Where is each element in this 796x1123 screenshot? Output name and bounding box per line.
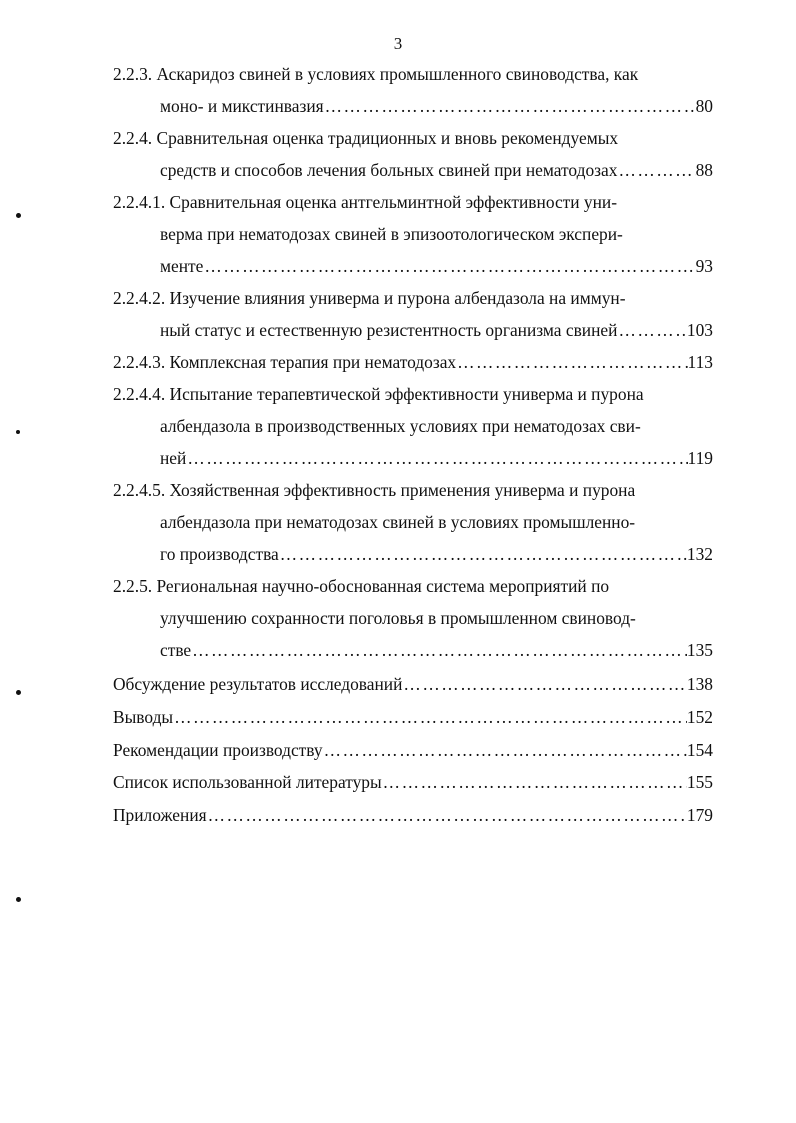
page-number: 3 xyxy=(393,34,403,53)
toc-entry-text: 2.2.4.5. Хозяйственная эффективность применения универма и пурона xyxy=(113,480,636,500)
dot-leader xyxy=(382,768,687,796)
toc-entry-title-line xyxy=(160,220,713,248)
toc-entry-text: 2.2.4. Сравнительная оценка традиционных и вновь рекомендуемых xyxy=(113,128,619,148)
toc-entry-text: Список использованной литературы xyxy=(113,772,382,792)
toc-entry-text: Приложения xyxy=(113,805,207,825)
toc-entry-text: 2.2.4.4. Испытание терапевтической эффективности универма и пурона xyxy=(113,384,644,404)
toc-page-number: 135 xyxy=(686,640,713,660)
toc-page-number: 155 xyxy=(686,772,713,792)
toc-page-number: 103 xyxy=(686,320,713,340)
dot-leader xyxy=(279,540,687,568)
binder-hole-mark xyxy=(16,213,21,218)
toc-entry-leader-line xyxy=(160,636,713,664)
dot-leader xyxy=(456,348,687,376)
toc-entry-leader-line xyxy=(113,768,713,796)
toc-entry-text: 2.2.5. Региональная научно-обоснованная система мероприятий по xyxy=(113,576,610,596)
toc-entry-text: ней xyxy=(160,448,187,468)
toc-entry-title-line xyxy=(160,508,713,536)
binder-hole-mark xyxy=(16,430,20,434)
toc-entry-leader-line xyxy=(113,348,713,376)
toc-page-number: 88 xyxy=(695,160,713,180)
dot-leader xyxy=(191,636,687,664)
dot-leader xyxy=(207,801,687,829)
toc-page-number: 179 xyxy=(686,805,713,825)
toc-entry-text: ный статус и естественную резистентность организма свиней xyxy=(160,320,618,340)
toc-page-number: 93 xyxy=(695,256,713,276)
dot-leader xyxy=(203,252,695,280)
toc-page-number: 113 xyxy=(687,352,713,372)
toc-entry-text: 2.2.4.3. Комплексная терапия при нематодозах xyxy=(113,352,457,372)
toc-entry-leader-line xyxy=(160,92,713,120)
toc-entry-text: 2.2.3. Аскаридоз свиней в условиях промышленного свиноводства, как xyxy=(113,64,639,84)
toc-entry-text: менте xyxy=(160,256,204,276)
toc-entry-title-line xyxy=(160,604,713,632)
dot-leader xyxy=(323,736,687,764)
toc-entry-text: Выводы xyxy=(113,707,174,727)
toc-entry-leader-line xyxy=(113,801,713,829)
toc-entry-title-line xyxy=(113,188,713,216)
toc-entry-text: улучшению сохранности поголовья в промышленном свиновод- xyxy=(160,608,636,628)
toc-entry-title-line xyxy=(113,284,713,312)
toc-entry-title-line xyxy=(113,60,713,88)
toc-entry-text: Обсуждение результатов исследований xyxy=(113,674,403,694)
toc-entry-title-line xyxy=(160,412,713,440)
toc-entry-leader-line xyxy=(113,670,713,698)
binder-hole-mark xyxy=(16,690,21,695)
toc-entry-title-line xyxy=(113,380,713,408)
toc-entry-title-line xyxy=(113,572,713,600)
toc-page-number: 152 xyxy=(686,707,713,727)
dot-leader xyxy=(324,92,696,120)
toc-entry-leader-line xyxy=(160,156,713,184)
toc-entry-text: албендазола при нематодозах свиней в условиях промышленно- xyxy=(160,512,636,532)
toc-page-number: 132 xyxy=(686,544,713,564)
toc-entry-text: моно- и микстинвазия xyxy=(160,96,324,116)
toc-entry-title-line xyxy=(113,124,713,152)
toc-entry-leader-line xyxy=(160,540,713,568)
toc-page-number: 119 xyxy=(687,448,713,468)
dot-leader xyxy=(617,316,686,344)
toc-entry-text: албендазола в производственных условиях при нематодозах сви- xyxy=(160,416,641,436)
toc-entry-text: 2.2.4.2. Изучение влияния универма и пурона албендазола на иммун- xyxy=(113,288,626,308)
dot-leader xyxy=(186,444,687,472)
toc-entry-text: Рекомендации производству xyxy=(113,740,323,760)
toc-entry-text: 2.2.4.1. Сравнительная оценка антгельминтной эффективности уни- xyxy=(113,192,618,212)
dot-leader xyxy=(402,670,686,698)
toc-entry-leader-line xyxy=(160,252,713,280)
binder-hole-mark xyxy=(16,897,21,902)
toc-entry-leader-line xyxy=(160,316,713,344)
toc-entry-title-line xyxy=(113,476,713,504)
toc-page-number: 80 xyxy=(695,96,713,116)
toc-entry-text: средств и способов лечения больных свиней при нематодозах xyxy=(160,160,618,180)
dot-leader xyxy=(173,703,687,731)
dot-leader xyxy=(617,156,695,184)
toc-entry-leader-line xyxy=(113,736,713,764)
toc-entry-leader-line xyxy=(160,444,713,472)
toc-entry-text: стве xyxy=(160,640,192,660)
toc-entry-text: го производства xyxy=(160,544,279,564)
toc-page-number: 138 xyxy=(686,674,713,694)
toc-entry-leader-line xyxy=(113,703,713,731)
toc-entry-text: верма при нематодозах свиней в эпизоотологическом экспери- xyxy=(160,224,623,244)
toc-page-number: 154 xyxy=(686,740,713,760)
